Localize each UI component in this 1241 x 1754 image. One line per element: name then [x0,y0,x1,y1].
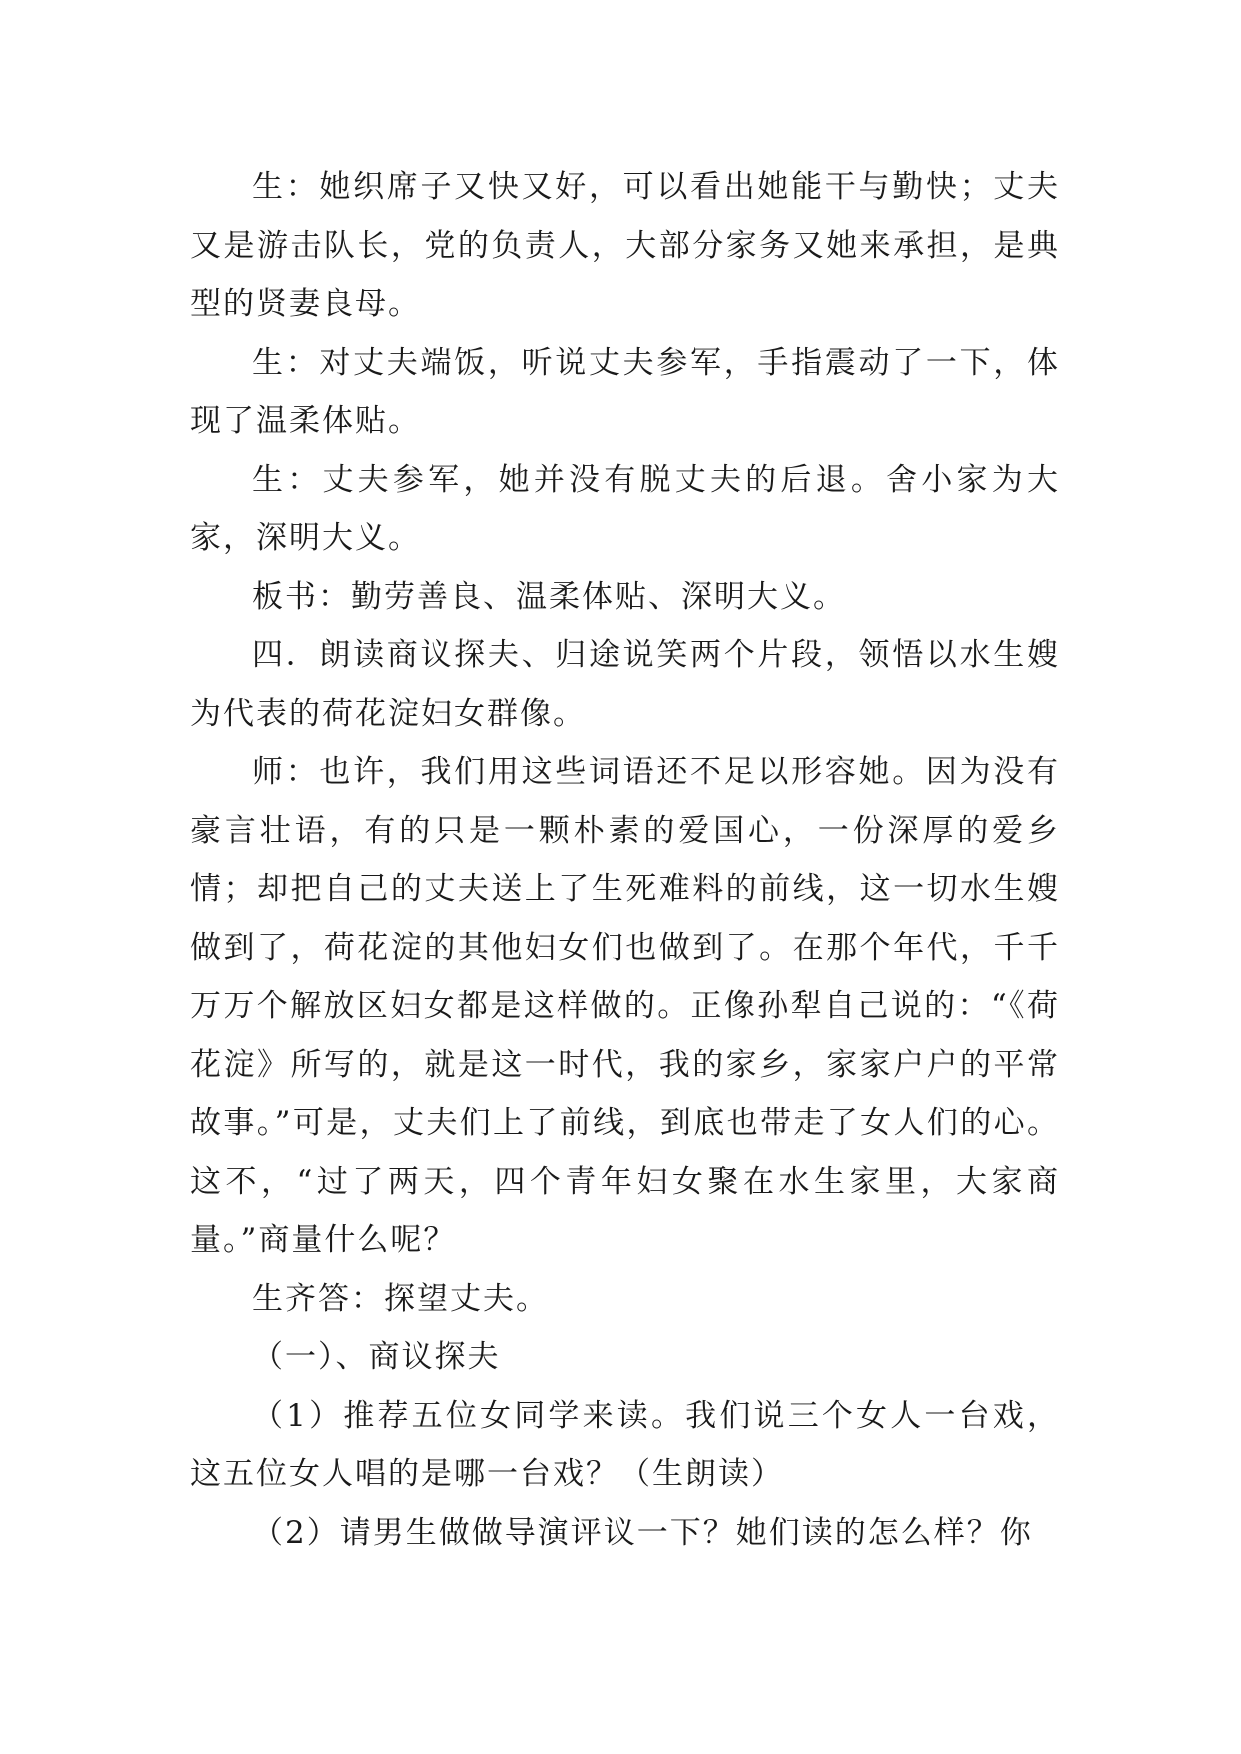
paragraph-step-2: （2）请男生做做导演评议一下？她们读的怎么样？你 [252,1514,1033,1551]
paragraph-step-1: （1）推荐五位女同学来读。我们说三个女人一台戏，这五位女人唱的是哪一台戏？（生朗读） [190,1397,1060,1492]
paragraph-student-answer-1: 生：她织席子又快又好，可以看出她能干与勤快；丈夫又是游击队长，党的负责人，大部分家务又她来承担，是典型的贤妻良母。 [190,169,1060,322]
paragraph-student-answer-3: 生：丈夫参军，她并没有脱丈夫的后退。舍小家为大家，深明大义。 [190,461,1060,556]
paragraph-teacher-remarks: 师：也许，我们用这些词语还不足以形容她。因为没有豪言壮语，有的只是一颗朴素的爱国心，一份深厚的爱乡情；却把自己的丈夫送上了生死难料的前线，这一切水生嫂做到了，荷花淀的其他妇女们也做到了。在那个年代，千千万万个解放区妇女都是这样做的。正像孙犁自己说的：“《荷花淀》所写的，就是这一时代，我的家乡，家家户户的平常故事。”可是，丈夫们上了前线，到底也带走了女人们的心。这不，“过了两天，四个青年妇女聚在水生家里，大家商量。”商量什么呢？ [190,754,1060,1258]
paragraph-students-reply: 生齐答：探望丈夫。 [252,1280,549,1317]
document-body [190,158,1060,1562]
paragraph-blackboard-notes: 板书：勤劳善良、温柔体贴、深明大义。 [252,578,846,615]
paragraph-subsection-heading: （一）、商议探夫 [252,1339,501,1375]
paragraph-student-answer-2: 生：对丈夫端饭，听说丈夫参军，手指震动了一下，体现了温柔体贴。 [190,344,1060,439]
paragraph-section-four-heading: 四．朗读商议探夫、归途说笑两个片段，领悟以水生嫂为代表的荷花淀妇女群像。 [190,637,1060,732]
